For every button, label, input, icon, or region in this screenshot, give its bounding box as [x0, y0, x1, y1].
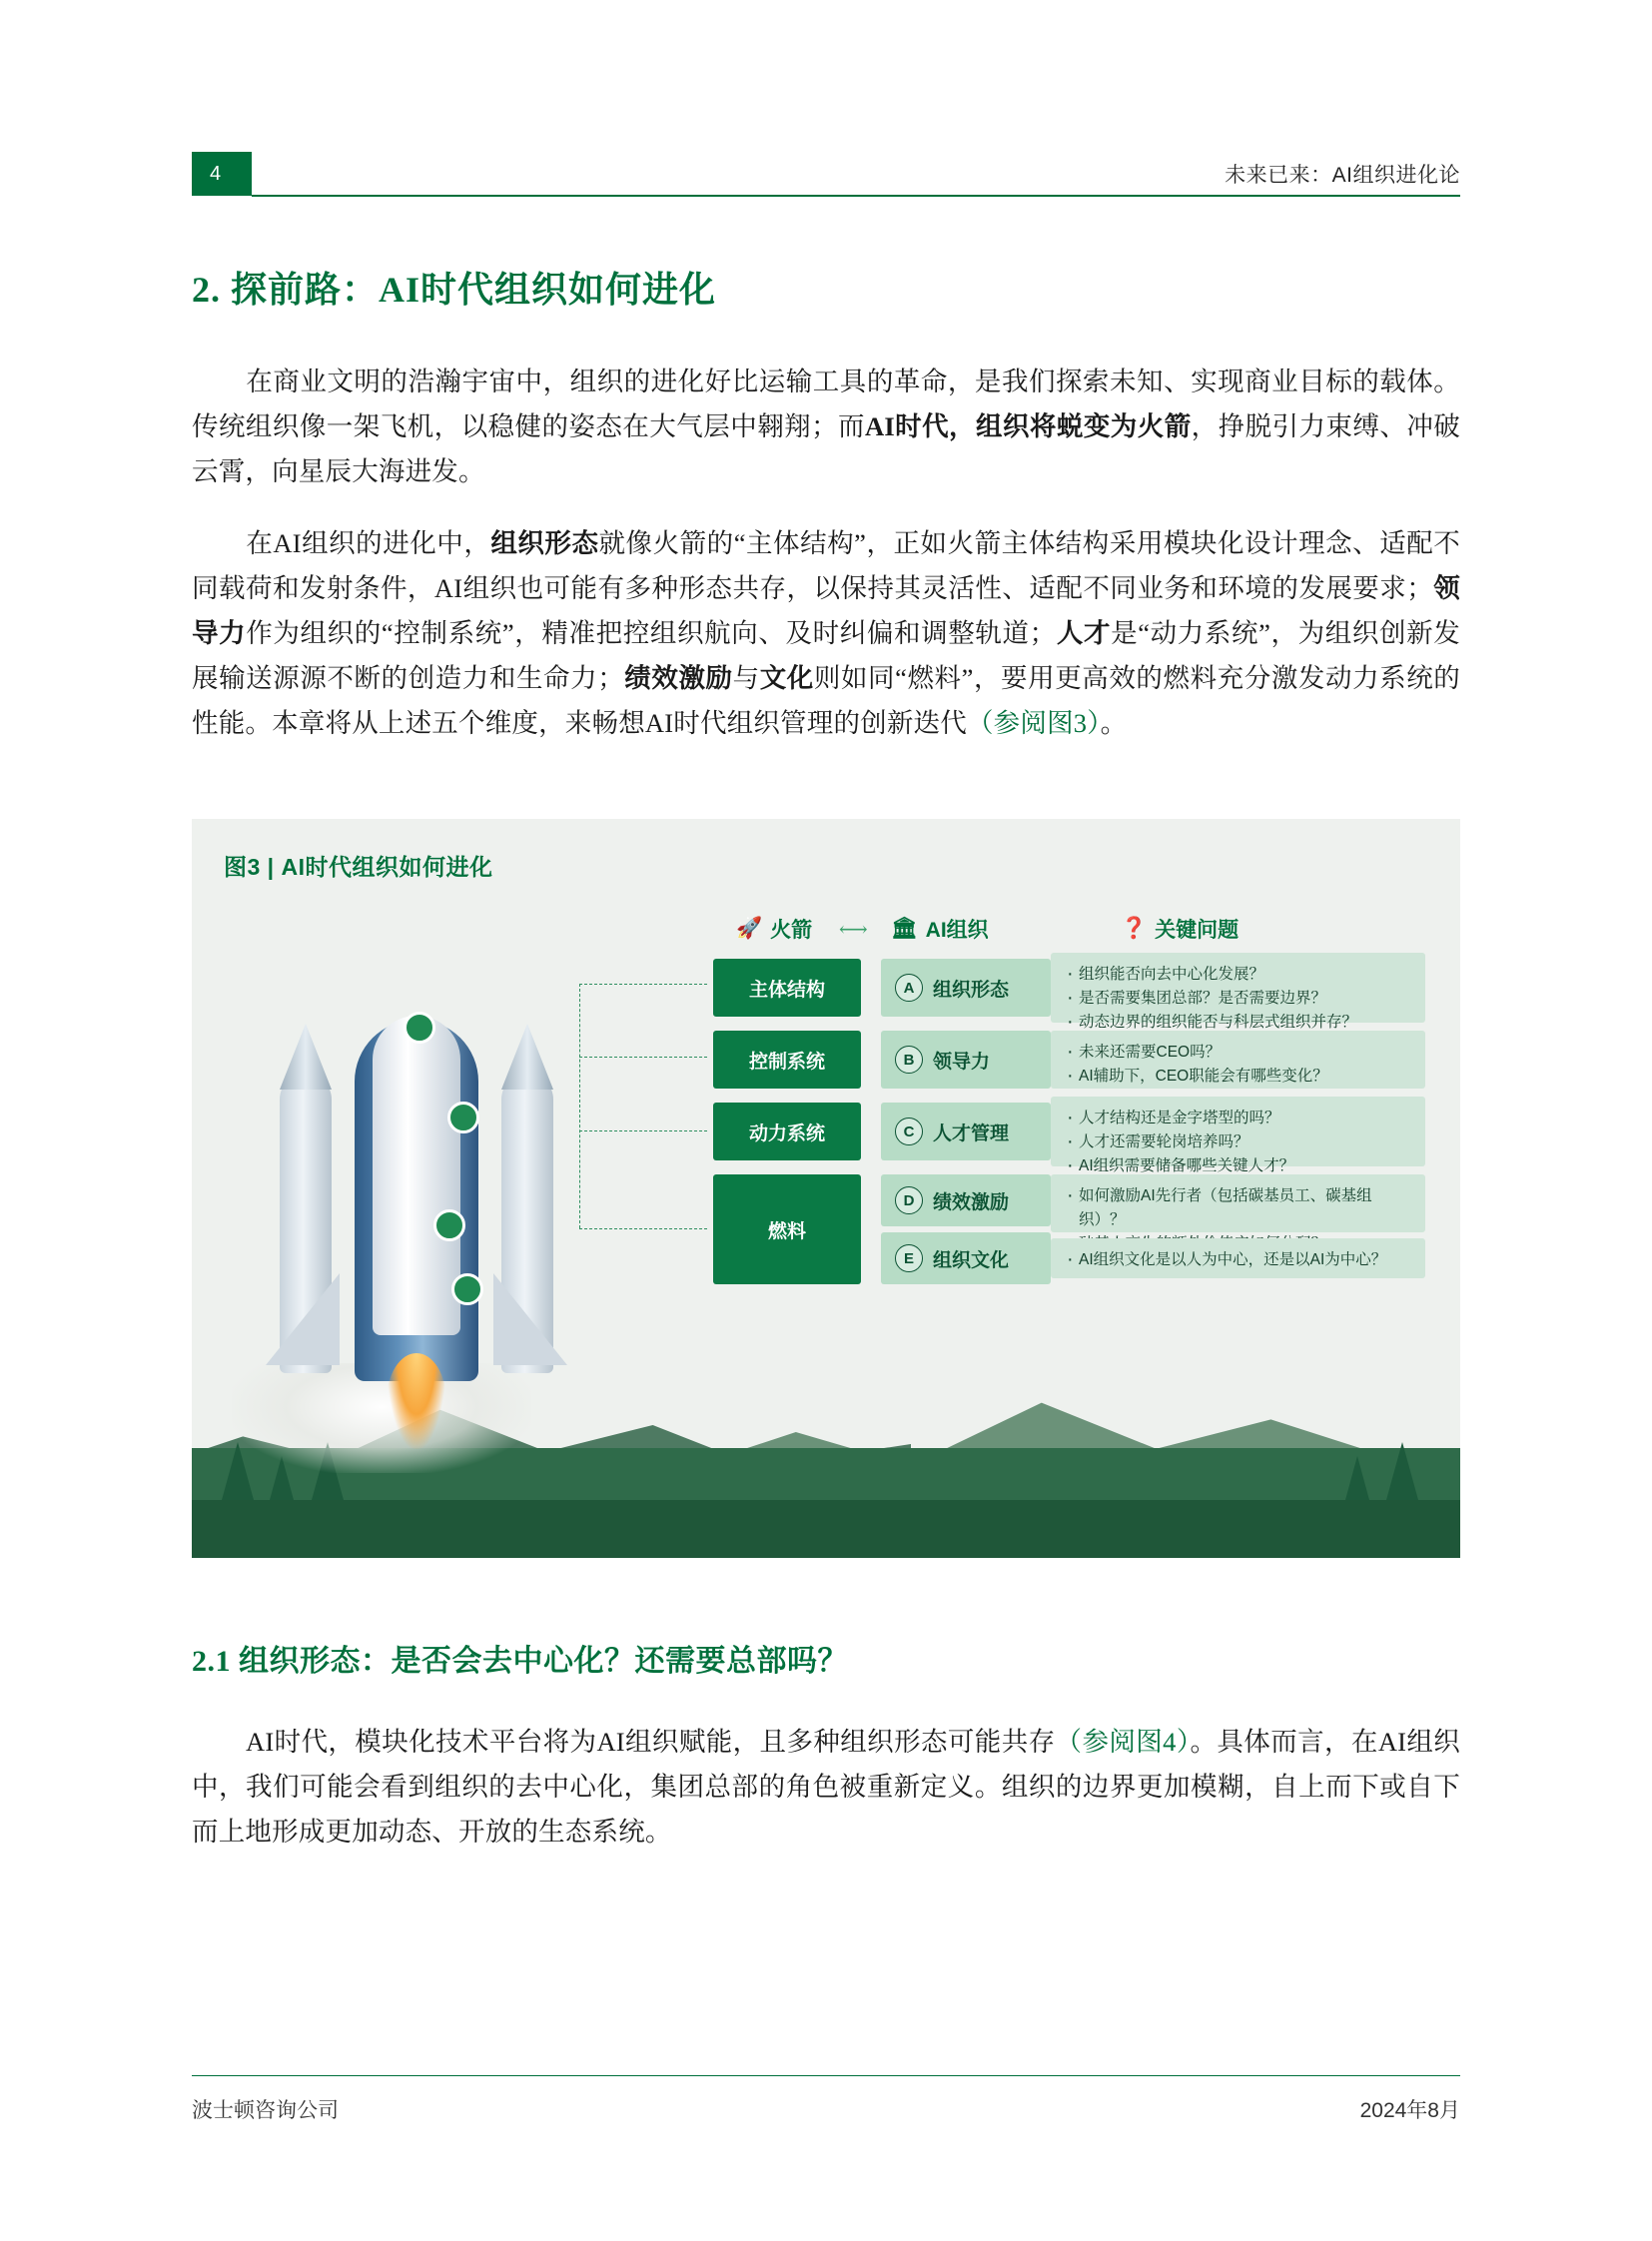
hotspot-dot [404, 1012, 435, 1044]
row-badge-b: B [895, 1046, 923, 1074]
row-badge-c: C [895, 1118, 923, 1145]
figure-title: 图3 | AI时代组织如何进化 [224, 854, 493, 880]
rocket-part-power-system: 动力系统 [713, 1103, 861, 1160]
org-dimension-talent [881, 1103, 1051, 1160]
question-item: · 如何激励AI先行者（包括碳基员工、碳基组织）？ [1065, 1184, 1411, 1232]
flame-icon [387, 1353, 446, 1449]
paragraph-3-text-end: 。具体而言，在AI组织中，我们可能会看到组织的去中心化，集团总部的角色被重新定义。组织的边界更加模糊，自上而下或自下而上地形成更加动态、开放的生态系统。 [192, 1727, 1461, 1847]
question-item: · 人才还需要轮岗培养吗？ [1065, 1130, 1411, 1154]
paragraph-3-text: AI时代，模块化技术平台将为AI组织赋能，且多种组织形态可能共存 [246, 1727, 1056, 1757]
questions-row-b [1051, 1031, 1425, 1089]
questions-row-d [1051, 1174, 1425, 1232]
connector-line [579, 1057, 707, 1058]
rocket-illustration [252, 974, 581, 1443]
paragraph-1-text-c: ，挣脱引力束缚、冲破云霄，向星辰大海进发。 [192, 411, 1461, 486]
org-dimension-culture [881, 1232, 1051, 1284]
connector-line-vertical [579, 984, 580, 1228]
figure-4-reference: （参阅图4） [1055, 1727, 1191, 1757]
paragraph-2-bold-incentive: 绩效激励 [623, 663, 733, 693]
section-heading-2: 2.1 组织形态：是否会去中心化？还需要总部吗？ [192, 1645, 848, 1678]
paragraph-2-bold-talent: 人才 [1056, 618, 1112, 648]
question-item: · 组织能否向去中心化发展？ [1065, 963, 1411, 987]
column-header-rocket [736, 914, 812, 944]
rocket-part-main-structure: 主体结构 [713, 959, 861, 1017]
hotspot-dot [451, 1273, 483, 1305]
booster-cap [280, 1024, 332, 1090]
rocket-part-fuel: 燃料 [713, 1174, 861, 1284]
paragraph-2-text-g: 是“动力系统”，为组织创新发展输送源源不断的创造力和生命力； [192, 618, 1461, 693]
tree-icon [1345, 1456, 1369, 1500]
section-heading-1: 2. 探前路：AI时代组织如何进化 [192, 270, 717, 310]
column-header-rocket-label: 火箭 [770, 919, 813, 942]
building-icon: 🏛 [891, 917, 918, 940]
paragraph-2-period: 。 [1100, 708, 1128, 738]
column-header-questions [1121, 914, 1239, 944]
figure-3 [192, 819, 1460, 1558]
question-item: · AI组织需要储备哪些关键人才？ [1065, 1154, 1411, 1178]
paragraph-2-bold-leadership: 领导力 [192, 573, 1460, 648]
org-dimension-form [881, 959, 1051, 1017]
paragraph-2-text-a: 在AI组织的进化中， [246, 528, 491, 558]
questions-row-e [1051, 1238, 1425, 1278]
footer-date: 2024年8月 [1359, 2099, 1460, 2122]
row-badge-e: E [895, 1244, 923, 1272]
header-rule [252, 151, 1460, 197]
org-dimension-talent-label: 人才管理 [933, 1122, 1010, 1144]
paragraph-3 [192, 1720, 1460, 1855]
booster-cap [501, 1024, 553, 1090]
questions-row-c [1051, 1097, 1425, 1174]
paragraph-2-text-c: 就像火箭的“主体结构”，正如火箭主体结构采用模块化设计理念、适配不同载荷和发射条件，AI组织也可能有多种形态共存，以保持其灵活性、适配不同业务和环境的发展要求； [192, 528, 1460, 603]
org-dimension-incentive-label: 绩效激励 [933, 1191, 1010, 1213]
paragraph-2-bold-form: 组织形态 [490, 528, 599, 558]
tree-icon [1386, 1442, 1418, 1500]
connector-line [579, 984, 707, 985]
figure-3-reference: （参阅图3） [966, 708, 1101, 738]
connector-line [579, 1130, 707, 1131]
org-dimension-leadership-label: 领导力 [933, 1051, 991, 1073]
hotspot-dot [433, 1209, 465, 1241]
column-header-org-label: AI组织 [925, 919, 989, 942]
paragraph-2-bold-culture: 文化 [759, 663, 814, 693]
question-item: · AI组织文化是以人为中心，还是以AI为中心？ [1065, 1248, 1411, 1272]
row-badge-a: A [895, 974, 923, 1002]
paragraph-2 [192, 521, 1460, 746]
paragraph-2-text-e: 作为组织的“控制系统”，精准把控组织航向、及时纠偏和调整轨道； [246, 618, 1057, 648]
double-arrow-icon: ⟷ [839, 919, 868, 941]
questions-row-a [1051, 953, 1425, 1031]
org-dimension-leadership [881, 1031, 1051, 1089]
paragraph-1-text-a: 在商业文明的浩瀚宇宙中，组织的进化好比运输工具的革命，是我们探索未知、实现商业目标的载体。传统组织像一架飞机，以稳健的姿态在大气层中翱翔；而 [192, 367, 1460, 441]
question-item: · AI辅助下，CEO职能会有哪些变化？ [1065, 1065, 1411, 1089]
page-number-tab: 4 [192, 152, 252, 196]
row-badge-d: D [895, 1186, 923, 1214]
paragraph-1-bold: AI时代，组织将蜕变为火箭 [865, 411, 1192, 441]
connector-line [579, 1228, 707, 1229]
ground-layer-dark [192, 1500, 1460, 1558]
orbiter-body [373, 1016, 460, 1335]
footer-company: 波士顿咨询公司 [192, 2099, 339, 2122]
column-header-questions-label: 关键问题 [1155, 919, 1239, 942]
page-footer [192, 2075, 1460, 2122]
question-mark-icon: ❓ [1121, 917, 1148, 940]
org-dimension-culture-label: 组织文化 [933, 1249, 1010, 1271]
rocket-part-control-system: 控制系统 [713, 1031, 861, 1089]
paragraph-1 [192, 360, 1460, 494]
org-dimension-form-label: 组织形态 [933, 979, 1010, 1001]
page-header [192, 152, 1460, 196]
hotspot-dot [447, 1102, 479, 1133]
question-item: · 是否需要集团总部？是否需要边界？ [1065, 987, 1411, 1011]
question-item: · 人才结构还是金字塔型的吗？ [1065, 1107, 1411, 1130]
paragraph-2-text-i: 与 [732, 663, 760, 693]
rocket-icon: 🚀 [736, 917, 763, 940]
question-item: · 动态边界的组织能否与科层式组织并存？ [1065, 1011, 1411, 1035]
column-header-org [891, 914, 989, 944]
header-title: 未来已来：AI组织进化论 [1225, 164, 1460, 187]
org-dimension-incentive [881, 1174, 1051, 1226]
question-item: · 未来还需要CEO吗？ [1065, 1041, 1411, 1065]
paragraph-2-text-k: 则如同“燃料”，要用更高效的燃料充分激发动力系统的性能。本章将从上述五个维度，来畅想AI时代组织管理的创新迭代 [192, 663, 1461, 738]
